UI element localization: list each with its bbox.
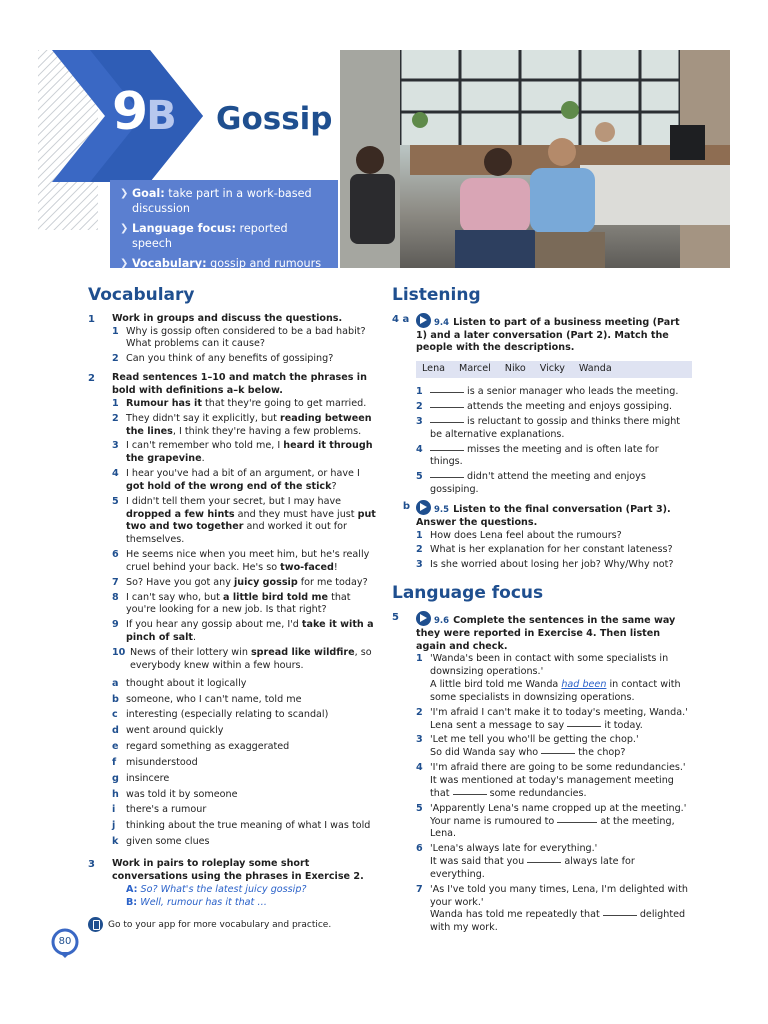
- definition-item: f misunderstood: [112, 756, 198, 768]
- exercise-instruction: Read sentences 1–10 and match the phrases in bold with definitions a–k below.: [112, 372, 367, 396]
- definition-item: d went around quickly: [112, 725, 224, 737]
- definition-item: h was told it by someone: [112, 788, 238, 800]
- exercise-3: 3 Work in pairs to roleplay some short conversations using the phrases in Exercise 2. A: So? What's the latest juicy gossip? B: Well, rumour has it that …: [88, 858, 380, 909]
- goal-row: ❯ Language focus: reported speech: [120, 222, 288, 251]
- definitions-list: [112, 678, 380, 849]
- audio-play-icon[interactable]: [416, 500, 431, 515]
- list-item: 2 'I'm afraid I can't make it to today's meeting, Wanda.' Lena sent a message to say it today.: [416, 706, 688, 731]
- mobile-app-icon: [88, 917, 103, 932]
- chevron-right-icon: ❯: [120, 188, 129, 199]
- list-item: 1 'Wanda's been in contact with some specialists in downsizing operations.' A little bird told me Wanda had been in contact with some specialists in downsizing operations.: [416, 653, 681, 703]
- definition-item: k given some clues: [112, 836, 210, 848]
- list-item: 3 'Let me tell you who'll be getting the chop.' So did Wanda say who the chop?: [416, 734, 639, 759]
- list-item: 3 Is she worried about losing her job? Why/Why not?: [416, 559, 674, 571]
- list-item: 1 is a senior manager who leads the meeting.: [416, 386, 679, 398]
- exercise-instruction: 9.6 Complete the sentences in the same way they were reported in Exercise 4. Then listen again and check.: [416, 611, 692, 654]
- goal-row: ❯ Goal: take part in a work-based discussion: [120, 187, 312, 216]
- unit-goals-box: [110, 180, 338, 271]
- section-heading-listening: Listening: [392, 285, 481, 305]
- exercise-instruction: 9.4 Listen to part of a business meeting (Part 1) and a later conversation (Part 2). Match the people with the descriptions.: [416, 313, 692, 356]
- definition-item: b someone, who I can't name, told me: [112, 693, 302, 705]
- section-heading-vocabulary: Vocabulary: [88, 285, 195, 305]
- list-item: 3 is reluctant to gossip and thinks there might be alternative explanations.: [416, 415, 681, 440]
- list-item: 2 Can you think of any benefits of gossiping?: [112, 353, 334, 365]
- goal-row: ❯ Vocabulary: gossip and rumours: [120, 257, 322, 271]
- names-box: Lena Marcel Niko Vicky Wanda: [416, 361, 692, 378]
- left-column: [88, 284, 380, 932]
- list-item: 1 Rumour has it that they're going to get married.: [112, 397, 367, 409]
- exercise-instruction: Work in pairs to roleplay some short conversations using the phrases in Exercise 2.: [112, 857, 364, 882]
- list-item: 6 He seems nice when you meet him, but he's really cruel behind your back. He's so two-faced!: [112, 549, 370, 573]
- exercise-5: 5 9.6 Complete the sentences in the same way they were reported in Exercise 4. Then listen again and check. 1 'Wanda's been in contact with some specialists in downsizing operations.' A little bird told me Wanda had been in contact with some specialists in downsizing operations. 2 'I'm afraid I can't make it to today's meeting, Wanda.' Lena sent a message to say it today. 3 'Let me tell you who'll be getting the chop.' So did Wanda say who the chop? 4 'I'm afraid there are going to be some redundancies.' It was mentioned at today's management meeting that some redundancies. 5 'Apparently Lena's name cropped up at the meeting.' Your name is rumoured to at the meeting, Lena. 6 'Lena's always late for everything.' It was said that you always late for everything. 7 'As I've told you many times, Lena, I'm delighted with your work.' Wanda has told me repeatedly that delighted with my work.: [392, 611, 692, 937]
- section-heading-language-focus: Language focus: [392, 583, 544, 604]
- chevron-right-icon: ❯: [120, 223, 129, 235]
- definition-item: j thinking about the true meaning of what I was told: [112, 820, 371, 832]
- list-item: 5 didn't attend the meeting and enjoys gossiping.: [416, 471, 646, 496]
- definition-item: a thought about it logically: [112, 677, 247, 689]
- list-item: 5 I didn't tell them your secret, but I may have dropped a few hints and they must have just put two and two together and worked it out for themselves.: [112, 495, 376, 546]
- list-item: 1 How does Lena feel about the rumours?: [416, 529, 622, 541]
- definition-item: i there's a rumour: [112, 804, 207, 816]
- dialogue-line: B: Well, rumour has it that …: [126, 896, 267, 908]
- unit-number: 9B: [112, 82, 175, 142]
- list-item: 8 I can't say who, but a little bird told me that you're looking for a new job. Is that right?: [112, 591, 351, 616]
- right-column: [392, 284, 692, 940]
- list-item: 7 'As I've told you many times, Lena, I'm delighted with your work.' Wanda has told me repeatedly that delighted with my work.: [416, 883, 688, 934]
- list-item: 10 News of their lottery win spread like wildfire, so everybody knew within a few hours.: [112, 647, 372, 671]
- office-photo: [340, 50, 730, 268]
- audio-play-icon[interactable]: [416, 313, 431, 328]
- list-item: 2 attends the meeting and enjoys gossiping.: [416, 400, 673, 412]
- list-item: 4 misses the meeting and is often late for things.: [416, 443, 659, 468]
- audio-play-icon[interactable]: [416, 611, 431, 626]
- exercise-instruction: Work in groups and discuss the questions.: [112, 312, 343, 324]
- chevron-right-icon: ❯: [120, 258, 129, 270]
- list-item: 2 What is her explanation for her constant lateness?: [416, 544, 673, 556]
- definition-item: e regard something as exaggerated: [112, 741, 290, 753]
- exercise-2: 2 Read sentences 1–10 and match the phrases in bold with definitions a–k below. 1 Rumour has it that they're going to get married. 2 They didn't say it explicitly, but reading between the lines, I think they're having a few problems. 3 I can't remember who told me, I heard it through the grapevine. 4 I hear you've had a bit of an argument, or have I got hold of the wrong end of the stick? 5 I didn't tell them your secret, but I may have dropped a few hints and they must have just put two and two together and worked it out for themselves. 6 He seems nice when you meet him, but he's really cruel behind your back. He's so two-faced! 7 So? Have you got any juicy gossip for me today? 8 I can't say who, but a little bird told me that you're looking for a new job. Is that right? 9 If you hear any gossip about me, I'd take it with a pinch of salt. 10 News of their lottery win spread like wildfire, so everybody knew within a few hours. a thought about it logically b someone, who I can't name, told me c interesting (especially relating to scandal) d went around quickly e regard something as exaggerated f misunderstood g insincere h was told it by someone i there's a rumour j thinking about the true meaning of what I was told k given some clues: [88, 372, 380, 852]
- list-item: 9 If you hear any gossip about me, I'd take it with a pinch of salt.: [112, 619, 374, 644]
- unit-title: Gossip: [216, 101, 333, 137]
- dialogue-line: A: So? What's the latest juicy gossip?: [126, 883, 307, 895]
- list-item: 4 I hear you've had a bit of an argument, or have I got hold of the wrong end of the stick?: [112, 468, 360, 492]
- list-item: 2 They didn't say it explicitly, but reading between the lines, I think they're having a few problems.: [112, 412, 372, 437]
- exercise-instruction: 9.5 Listen to the final conversation (Part 3). Answer the questions.: [416, 500, 692, 530]
- definition-item: c interesting (especially relating to scandal): [112, 709, 329, 721]
- list-item: 1 Why is gossip often considered to be a bad habit? What problems can it cause?: [112, 325, 366, 350]
- page-number: 80: [58, 936, 72, 947]
- list-item: 5 'Apparently Lena's name cropped up at the meeting.' Your name is rumoured to at the meeting, Lena.: [416, 802, 687, 840]
- exercise-1: 1 Work in groups and discuss the questions. 1 Why is gossip often considered to be a bad habit? What problems can it cause? 2 Can you think of any benefits of gossiping?: [88, 313, 380, 368]
- list-item: 4 'I'm afraid there are going to be some redundancies.' It was mentioned at today's management meeting that some redundancies.: [416, 762, 686, 799]
- list-item: 3 I can't remember who told me, I heard it through the grapevine.: [112, 440, 373, 465]
- list-item: 7 So? Have you got any juicy gossip for me today?: [112, 576, 368, 588]
- exercise-4a: 4 a 9.4 Listen to part of a business meeting (Part 1) and a later conversation (Part 2). Match the people with the descriptions.: [392, 313, 692, 356]
- app-practice-note[interactable]: Go to your app for more vocabulary and practice.: [88, 917, 380, 932]
- definition-item: g insincere: [112, 772, 170, 784]
- exercise-4b: b 9.5 Listen to the final conversation (Part 3). Answer the questions. 1 How does Lena feel about the rumours? 2 What is her explanation for her constant lateness? 3 Is she worried about losing her job? Why/Why not?: [392, 500, 692, 574]
- list-item: 6 'Lena's always late for everything.' It was said that you always late for everything.: [416, 843, 635, 880]
